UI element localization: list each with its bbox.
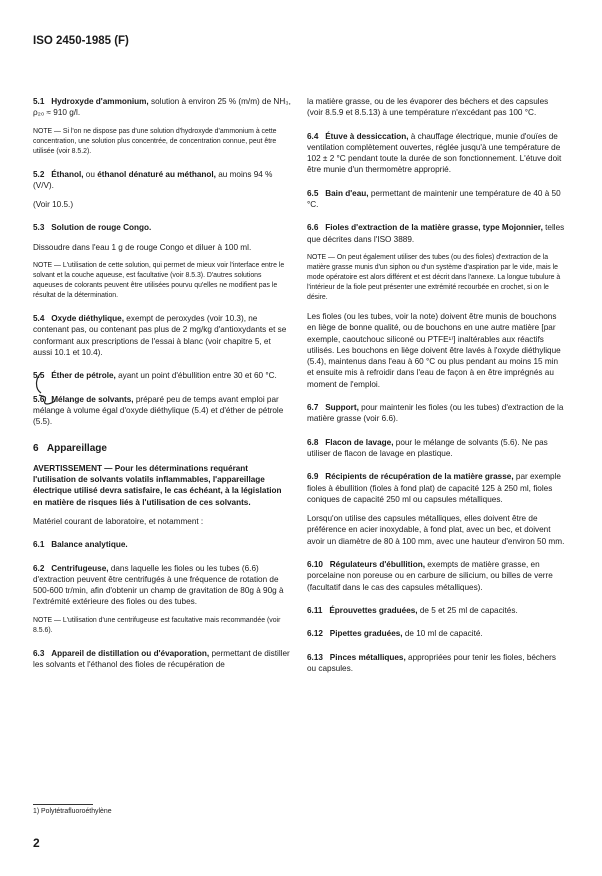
section-6-6-paragraph: Les fioles (ou les tubes, voir la note) doivent être munis de bouchons en liège de bonne qualité, ou de bouchons en une autre matière [par exemple, caoutchouc siliconé ou PTFE¹⁾] inaltérables aux réactifs utilisés. Les bouchons en liège doivent être lavés à l'oxyde diéthylique (5.4), maintenus dans l'eau à 60 °C ou plus pendant au moins 15 min et ensuite mis à refroidir dans l'eau de façon à en être imprégnés au moment de l'emploi.: [307, 311, 561, 389]
footnote-divider: [33, 804, 93, 805]
section-5-2-ref: (Voir 10.5.): [33, 200, 74, 210]
section-6-7: 6.7 Support, pour maintenir les fioles (ou les tubes) d'extraction de la matière grasse (voir 6.6).: [307, 403, 564, 424]
chapter-6-heading: 6 Appareillage: [33, 443, 107, 455]
section-5-4: 5.4 Oxyde diéthylique, exempt de peroxydes (voir 10.3), ne contenant pas, ou contenant pas plus de 2 mg/kg d'antioxydants et se conformant aux prescriptions de l'essai à blanc (voir chapitre 5, et aussi 10.1 et 10.4).: [33, 314, 287, 357]
section-6-10: 6.10 Régulateurs d'ébullition, exempts de matière grasse, en porcelaine non poreuse ou en carbure de silicium, ou billes de verre (facultatif dans le cas des capsules métalliques).: [307, 560, 553, 592]
section-5-3-text: Dissoudre dans l'eau 1 g de rouge Congo et diluer à 100 ml.: [33, 242, 252, 252]
note-5-1: NOTE — Si l'on ne dispose pas d'une solution d'hydroxyde d'ammonium à cette concentration, une solution plus concentrée, de concentration connue, peut être utilisée (voir 8.5.2).: [33, 127, 277, 155]
section-6-13: 6.13 Pinces métalliques, appropriées pour tenir les fioles, béchers ou capsules.: [307, 652, 556, 673]
intro-paragraph: Matériel courant de laboratoire, et notamment :: [33, 516, 204, 526]
section-6-2: 6.2 Centrifugeuse, dans laquelle les fioles ou les tubes (6.6) d'extraction peuvent être centrifugés à une fréquence de rotation de 500-600 tr/min, afin d'obtenir un champ de gravitation de 80g à 90g à l'extrémité extérieure des fioles ou des tubes.: [33, 563, 284, 607]
section-5-6: 5.6 Mélange de solvants, préparé peu de temps avant emploi par mélange à volume égal d'oxyde diéthylique (5.4) et d'éther de pétrole (5.5).: [33, 394, 284, 427]
section-5-2: 5.2 Éthanol, ou éthanol dénaturé au méthanol, au moins 94 % (V/V).: [33, 169, 273, 190]
section-6-6: 6.6 Fioles d'extraction de la matière grasse, type Mojonnier, telles que décrites dans l'ISO 3889.: [307, 223, 565, 244]
section-6-9-paragraph: Lorsqu'on utilise des capsules métalliques, elles doivent être de préférence en acier inoxydable, à fond plat, avec un bec, et doivent avoir un diamètre de 80 à 100 mm, avec une hauteur d'environ 50 mm.: [307, 514, 565, 546]
handwritten-mark: [33, 371, 63, 411]
right-column: [307, 96, 565, 674]
section-6-1: 6.1 Balance analytique.: [33, 540, 128, 550]
note-6-6: NOTE — On peut également utiliser des tubes (ou des fioles) d'extraction de la matière grasse munis d'un siphon ou d'un système d'aspiration par le vide, mais le mode opératoire est alors différent et est décrit dans l'annexe. La longue tubulure à l'intérieur de la fiole peut présenter une extrémité recourbée en crochet, si on le désire.: [307, 253, 561, 301]
section-5-5: 5.5 Éther de pétrole, ayant un point d'ébullition entre 30 et 60 °C.: [33, 371, 277, 381]
note-6-2: NOTE — L'utilisation d'une centrifugeuse est facultative mais recommandée (voir 8.5.6).: [33, 616, 281, 634]
section-6-8: 6.8 Flacon de lavage, pour le mélange de solvants (5.6). Ne pas utiliser de flacon de lavage en plastique.: [307, 437, 548, 458]
page-number: 2: [33, 836, 40, 850]
section-6-5: 6.5 Bain d'eau, permettant de maintenir une température de 40 à 50 °C.: [307, 188, 561, 210]
section-6-12: 6.12 Pipettes graduées, de 10 ml de capacité.: [307, 629, 483, 639]
section-6-3-continued: la matière grasse, ou de les évaporer des béchers et des capsules (voir 8.5.9 et 8.5.13) à une température n'excédant pas 100 °C.: [307, 97, 549, 118]
document-header: ISO 2450-1985 (F): [33, 35, 129, 47]
warning-paragraph: AVERTISSEMENT — Pour les déterminations requérant l'utilisation de solvants volatils inflammables, l'appareillage électrique utilisé devra satisfaire, le cas échéant, à la législation en matière de risques liés à l'utilisation de ces solvants.: [33, 463, 282, 507]
note-5-3: NOTE — L'utilisation de cette solution, qui permet de mieux voir l'interface entre le solvant et la couche aqueuse, est facultative (voir 8.5.3). D'autres solutions aqueuses de colorants peuvent être utilisées pourvu qu'elles ne modifient pas le résultat de la détermination.: [33, 262, 285, 300]
section-5-1: 5.1 Hydroxyde d'ammonium, solution à environ 25 % (m/m) de NH₃, ρ₂₀ ≈ 910 g/l.: [33, 97, 291, 118]
section-5-3: 5.3 Solution de rouge Congo.: [33, 223, 152, 233]
footnote: 1) Polytétrafluoroéthylène: [33, 808, 112, 815]
section-6-3: 6.3 Appareil de distillation ou d'évaporation, permettant de distiller les solvants et l'éthanol des fioles de récupération de: [33, 648, 290, 670]
section-6-9: 6.9 Récipients de récupération de la matière grasse, par exemple fioles à ébullition (fioles à fond plat) de capacité 125 à 250 ml, fioles coniques de capacité 250 ml ou capsules métalliques.: [307, 472, 561, 504]
section-6-11: 6.11 Éprouvettes graduées, de 5 et 25 ml de capacités.: [307, 605, 518, 615]
section-6-4: 6.4 Étuve à dessiccation, à chauffage électrique, munie d'ouïes de ventilation complètement ouvertes, réglée jusqu'à une température de 102 ± 2 °C pendant toute la durée de son fonctionnement. L'étuve doit être munie d'un thermomètre approprié.: [307, 131, 562, 175]
left-column: [33, 96, 291, 670]
